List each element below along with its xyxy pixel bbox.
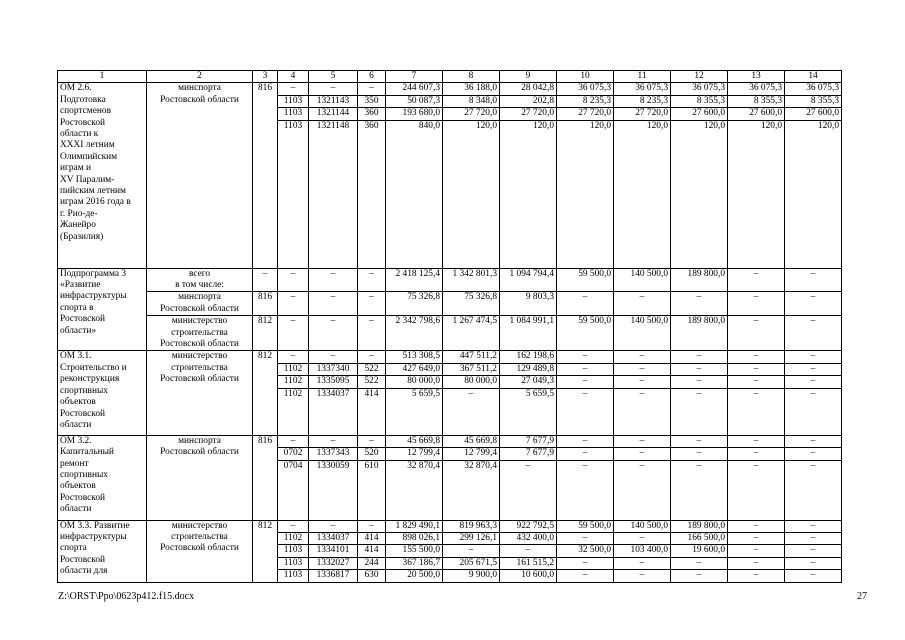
value-cell: 140 500,0: [614, 316, 671, 351]
table-row: [58, 316, 842, 351]
column-number-header: 12: [671, 71, 728, 83]
value-cell: 140 500,0: [614, 268, 671, 292]
value-cell: 36 075,3: [671, 83, 728, 95]
value-cell: –: [358, 268, 386, 292]
value-cell: –: [278, 435, 309, 447]
value-cell: –: [557, 292, 614, 316]
value-cell: 27 720,0: [443, 108, 500, 120]
measure-name: ОМ 3.1. Строительство и реконструкция спортивных объектов Ростовской области: [58, 351, 147, 435]
value-cell: 120,0: [614, 120, 671, 268]
table-row: [58, 292, 842, 316]
value-cell: –: [785, 268, 842, 292]
value-cell: 1102: [278, 376, 309, 388]
value-cell: 202,8: [500, 95, 557, 107]
value-cell: –: [557, 557, 614, 569]
value-cell: –: [309, 316, 358, 351]
value-cell: –: [309, 83, 358, 95]
value-cell: 103 400,0: [614, 545, 671, 557]
value-cell: 0702: [278, 448, 309, 460]
value-cell: 2 342 798,6: [386, 316, 443, 351]
table-row: [58, 83, 842, 95]
value-cell: –: [557, 460, 614, 520]
value-cell: 840,0: [386, 120, 443, 268]
value-cell: –: [785, 448, 842, 460]
value-cell: 1321148: [309, 120, 358, 268]
value-cell: 367 511,2: [443, 363, 500, 375]
table-header-row: [58, 71, 842, 83]
value-cell: 414: [358, 388, 386, 435]
value-cell: 522: [358, 363, 386, 375]
value-cell: –: [614, 435, 671, 447]
value-cell: –: [309, 268, 358, 292]
grbs-cell: 816: [253, 292, 278, 316]
value-cell: –: [728, 570, 785, 582]
value-cell: 36 188,0: [443, 83, 500, 95]
value-cell: 414: [358, 545, 386, 557]
value-cell: 10 600,0: [500, 570, 557, 582]
measure-name: ОМ 3.2. Капитальный ремонт спортивных объектов Ростовской области: [58, 435, 147, 520]
value-cell: 27 720,0: [557, 108, 614, 120]
value-cell: 32 870,4: [443, 460, 500, 520]
value-cell: –: [614, 460, 671, 520]
value-cell: 1103: [278, 95, 309, 107]
value-cell: 8 235,3: [557, 95, 614, 107]
value-cell: –: [671, 363, 728, 375]
value-cell: 1335095: [309, 376, 358, 388]
value-cell: 120,0: [557, 120, 614, 268]
value-cell: –: [671, 557, 728, 569]
value-cell: 193 680,0: [386, 108, 443, 120]
value-cell: 1337343: [309, 448, 358, 460]
value-cell: 8 355,3: [728, 95, 785, 107]
value-cell: –: [728, 388, 785, 435]
value-cell: –: [614, 532, 671, 544]
value-cell: –: [728, 520, 785, 532]
value-cell: 1103: [278, 557, 309, 569]
value-cell: –: [500, 460, 557, 520]
value-cell: –: [671, 570, 728, 582]
value-cell: –: [671, 460, 728, 520]
executor-cell: всего в том числе:: [147, 268, 253, 292]
value-cell: 5 659,5: [386, 388, 443, 435]
value-cell: 189 800,0: [671, 268, 728, 292]
executor-cell: минспорта Ростовской области: [147, 435, 253, 520]
value-cell: 27 600,0: [785, 108, 842, 120]
value-cell: –: [671, 351, 728, 363]
value-cell: –: [358, 435, 386, 447]
grbs-cell: 812: [253, 316, 278, 351]
value-cell: 59 500,0: [557, 520, 614, 532]
value-cell: –: [785, 316, 842, 351]
table-row: [58, 435, 842, 447]
value-cell: 0704: [278, 460, 309, 520]
value-cell: –: [614, 292, 671, 316]
value-cell: 8 235,3: [614, 95, 671, 107]
value-cell: –: [785, 545, 842, 557]
column-number-header: 7: [386, 71, 443, 83]
grbs-cell: 816: [253, 435, 278, 520]
executor-cell: минспорта Ростовской области: [147, 83, 253, 268]
value-cell: 12 799,4: [443, 448, 500, 460]
value-cell: 1102: [278, 363, 309, 375]
value-cell: 27 600,0: [671, 108, 728, 120]
value-cell: 36 075,3: [557, 83, 614, 95]
value-cell: 630: [358, 570, 386, 582]
value-cell: 45 669,8: [443, 435, 500, 447]
value-cell: 414: [358, 532, 386, 544]
value-cell: 120,0: [443, 120, 500, 268]
value-cell: –: [728, 268, 785, 292]
value-cell: 432 400,0: [500, 532, 557, 544]
value-cell: –: [671, 376, 728, 388]
value-cell: –: [785, 557, 842, 569]
value-cell: 27 720,0: [500, 108, 557, 120]
value-cell: –: [309, 435, 358, 447]
value-cell: 140 500,0: [614, 520, 671, 532]
value-cell: 80 000,0: [386, 376, 443, 388]
value-cell: –: [278, 316, 309, 351]
value-cell: 244: [358, 557, 386, 569]
value-cell: –: [785, 363, 842, 375]
value-cell: –: [358, 520, 386, 532]
value-cell: 1 084 991,1: [500, 316, 557, 351]
value-cell: 166 500,0: [671, 532, 728, 544]
value-cell: 898 026,1: [386, 532, 443, 544]
value-cell: –: [278, 83, 309, 95]
column-number-header: 2: [147, 71, 253, 83]
value-cell: 5 659,5: [500, 388, 557, 435]
grbs-cell: 816: [253, 83, 278, 268]
value-cell: 36 075,3: [785, 83, 842, 95]
column-number-header: 5: [309, 71, 358, 83]
value-cell: –: [614, 557, 671, 569]
value-cell: –: [785, 460, 842, 520]
value-cell: 120,0: [785, 120, 842, 268]
value-cell: –: [728, 532, 785, 544]
value-cell: –: [785, 435, 842, 447]
value-cell: –: [614, 351, 671, 363]
value-cell: 1321143: [309, 95, 358, 107]
value-cell: –: [557, 388, 614, 435]
value-cell: 36 075,3: [614, 83, 671, 95]
value-cell: –: [728, 435, 785, 447]
value-cell: 922 792,5: [500, 520, 557, 532]
value-cell: –: [278, 292, 309, 316]
value-cell: 1102: [278, 388, 309, 435]
value-cell: 7 677,9: [500, 448, 557, 460]
value-cell: 27 720,0: [614, 108, 671, 120]
value-cell: 8 355,3: [785, 95, 842, 107]
value-cell: –: [278, 351, 309, 363]
value-cell: 522: [358, 376, 386, 388]
value-cell: 360: [358, 108, 386, 120]
value-cell: –: [785, 532, 842, 544]
value-cell: 27 049,3: [500, 376, 557, 388]
value-cell: 162 198,6: [500, 351, 557, 363]
table-row: [58, 268, 842, 292]
value-cell: –: [358, 292, 386, 316]
value-cell: –: [671, 448, 728, 460]
budget-table-container: [57, 70, 842, 583]
value-cell: 8 355,3: [671, 95, 728, 107]
value-cell: –: [728, 363, 785, 375]
value-cell: 819 963,3: [443, 520, 500, 532]
value-cell: 27 600,0: [728, 108, 785, 120]
value-cell: 75 326,8: [386, 292, 443, 316]
value-cell: 189 800,0: [671, 316, 728, 351]
executor-cell: минспорта Ростовской области: [147, 292, 253, 316]
column-number-header: 4: [278, 71, 309, 83]
value-cell: –: [358, 83, 386, 95]
value-cell: –: [443, 388, 500, 435]
value-cell: 1332027: [309, 557, 358, 569]
value-cell: 427 649,0: [386, 363, 443, 375]
value-cell: –: [557, 435, 614, 447]
value-cell: 2 418 125,4: [386, 268, 443, 292]
value-cell: –: [785, 376, 842, 388]
value-cell: –: [728, 376, 785, 388]
column-number-header: 8: [443, 71, 500, 83]
value-cell: –: [557, 376, 614, 388]
value-cell: 12 799,4: [386, 448, 443, 460]
value-cell: –: [671, 292, 728, 316]
value-cell: 1330059: [309, 460, 358, 520]
value-cell: 59 500,0: [557, 316, 614, 351]
column-number-header: 3: [253, 71, 278, 83]
value-cell: 1337340: [309, 363, 358, 375]
measure-name: ОМ 2.6. Подготовка спортсменов Ростовской области к XXXI летним Олимпийским играм и XV Паралим- пийским летним играм 2016 года в г. Рио-де- Жанейро (Бразилия): [58, 83, 147, 268]
column-number-header: 9: [500, 71, 557, 83]
value-cell: –: [557, 363, 614, 375]
executor-cell: министерство строительства Ростовской области: [147, 520, 253, 582]
value-cell: 32 870,4: [386, 460, 443, 520]
value-cell: 36 075,3: [728, 83, 785, 95]
value-cell: –: [557, 351, 614, 363]
value-cell: 350: [358, 95, 386, 107]
value-cell: –: [785, 292, 842, 316]
value-cell: 1321144: [309, 108, 358, 120]
value-cell: 32 500,0: [557, 545, 614, 557]
value-cell: –: [358, 351, 386, 363]
value-cell: 610: [358, 460, 386, 520]
column-number-header: 14: [785, 71, 842, 83]
value-cell: –: [309, 351, 358, 363]
value-cell: –: [614, 376, 671, 388]
value-cell: 1334037: [309, 388, 358, 435]
value-cell: 59 500,0: [557, 268, 614, 292]
column-number-header: 1: [58, 71, 147, 83]
page-number: 27: [857, 591, 867, 602]
value-cell: 205 671,5: [443, 557, 500, 569]
value-cell: 447 511,2: [443, 351, 500, 363]
value-cell: –: [671, 388, 728, 435]
value-cell: –: [614, 388, 671, 435]
value-cell: –: [443, 545, 500, 557]
value-cell: –: [278, 520, 309, 532]
value-cell: 1 829 490,1: [386, 520, 443, 532]
grbs-cell: 812: [253, 520, 278, 582]
value-cell: –: [614, 570, 671, 582]
column-number-header: 6: [358, 71, 386, 83]
value-cell: –: [785, 351, 842, 363]
value-cell: 367 186,7: [386, 557, 443, 569]
value-cell: 1336817: [309, 570, 358, 582]
executor-cell: министерство строительства Ростовской области: [147, 351, 253, 435]
value-cell: 299 126,1: [443, 532, 500, 544]
value-cell: 1103: [278, 120, 309, 268]
value-cell: 360: [358, 120, 386, 268]
budget-table: [57, 70, 842, 583]
value-cell: –: [671, 435, 728, 447]
value-cell: –: [614, 363, 671, 375]
value-cell: 1334101: [309, 545, 358, 557]
value-cell: –: [728, 292, 785, 316]
column-number-header: 11: [614, 71, 671, 83]
program-name: Подпрограмма 3 «Развитие инфраструктуры спорта в Ростовской области»: [58, 268, 147, 351]
value-cell: 20 500,0: [386, 570, 443, 582]
value-cell: 19 600,0: [671, 545, 728, 557]
column-number-header: 13: [728, 71, 785, 83]
value-cell: 9 803,3: [500, 292, 557, 316]
value-cell: –: [557, 570, 614, 582]
value-cell: 1103: [278, 108, 309, 120]
value-cell: –: [309, 292, 358, 316]
value-cell: –: [309, 520, 358, 532]
document-path: Z:\ORST\Ppo\0623p412.f15.docx: [58, 591, 195, 602]
value-cell: 1103: [278, 570, 309, 582]
value-cell: 45 669,8: [386, 435, 443, 447]
value-cell: –: [728, 460, 785, 520]
value-cell: 1102: [278, 532, 309, 544]
value-cell: 120,0: [728, 120, 785, 268]
value-cell: 9 900,0: [443, 570, 500, 582]
value-cell: –: [785, 570, 842, 582]
value-cell: 28 042,8: [500, 83, 557, 95]
value-cell: 50 087,3: [386, 95, 443, 107]
value-cell: –: [557, 448, 614, 460]
value-cell: –: [728, 448, 785, 460]
value-cell: –: [358, 316, 386, 351]
column-number-header: 10: [557, 71, 614, 83]
executor-cell: министерство строительства Ростовской области: [147, 316, 253, 351]
value-cell: 1334037: [309, 532, 358, 544]
value-cell: –: [278, 268, 309, 292]
value-cell: –: [728, 351, 785, 363]
value-cell: –: [614, 448, 671, 460]
value-cell: 8 348,0: [443, 95, 500, 107]
value-cell: –: [728, 316, 785, 351]
value-cell: –: [557, 532, 614, 544]
value-cell: 244 607,3: [386, 83, 443, 95]
value-cell: 155 500,0: [386, 545, 443, 557]
value-cell: –: [785, 520, 842, 532]
value-cell: 7 677,9: [500, 435, 557, 447]
value-cell: 520: [358, 448, 386, 460]
value-cell: 75 326,8: [443, 292, 500, 316]
value-cell: 129 489,8: [500, 363, 557, 375]
grbs-cell: –: [253, 268, 278, 292]
value-cell: 80 000,0: [443, 376, 500, 388]
value-cell: 161 515,2: [500, 557, 557, 569]
measure-name: ОМ 3.3. Развитие инфраструктуры спорта Ростовской области для: [58, 520, 147, 582]
value-cell: –: [728, 557, 785, 569]
value-cell: 120,0: [671, 120, 728, 268]
table-row: [58, 520, 842, 532]
value-cell: 513 308,5: [386, 351, 443, 363]
value-cell: 1 094 794,4: [500, 268, 557, 292]
value-cell: 1 267 474,5: [443, 316, 500, 351]
value-cell: 1 342 801,3: [443, 268, 500, 292]
value-cell: 120,0: [500, 120, 557, 268]
value-cell: –: [728, 545, 785, 557]
grbs-cell: 812: [253, 351, 278, 435]
value-cell: –: [785, 388, 842, 435]
value-cell: 1103: [278, 545, 309, 557]
value-cell: –: [500, 545, 557, 557]
value-cell: 189 800,0: [671, 520, 728, 532]
table-row: [58, 351, 842, 363]
